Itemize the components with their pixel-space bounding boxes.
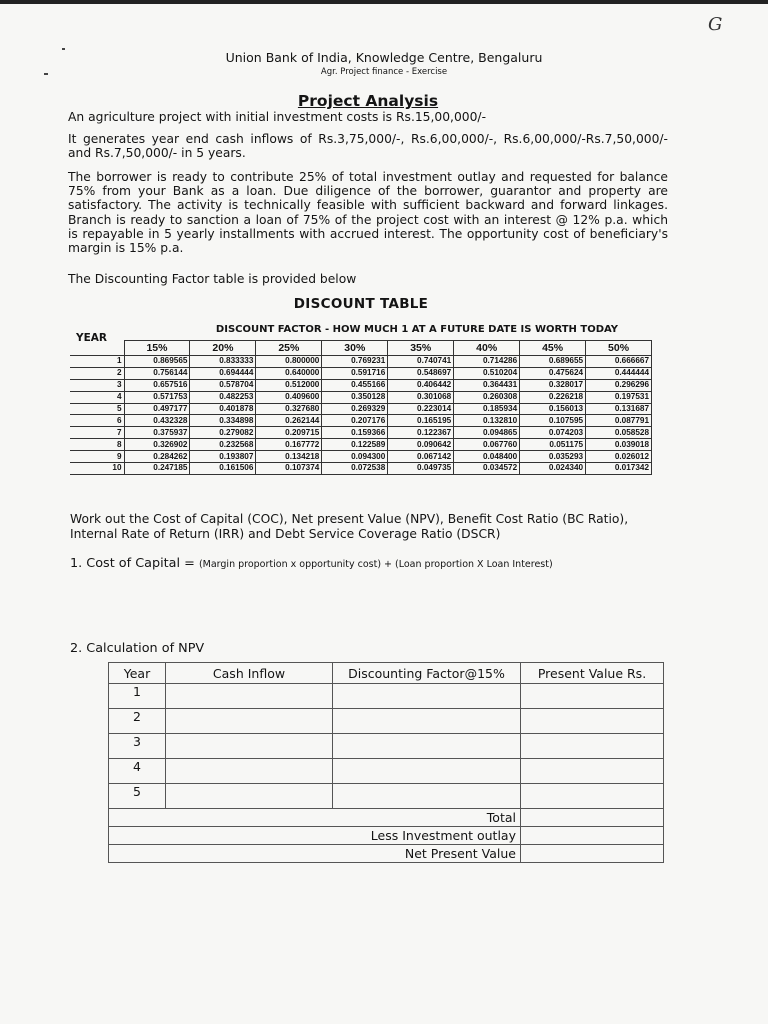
discount-factor-cell: 0.185934 — [454, 403, 520, 415]
discount-factor-cell: 0.475624 — [520, 367, 586, 379]
discount-factor-cell: 0.165195 — [388, 415, 454, 427]
discount-factor-cell: 0.756144 — [124, 367, 190, 379]
npv-cash-inflow-cell[interactable] — [166, 784, 333, 809]
discount-year-cell: 7 — [70, 427, 124, 439]
npv-net-present-value-cell[interactable] — [521, 845, 664, 863]
discount-table-row — [70, 391, 652, 403]
discount-factor-cell: 0.159366 — [322, 427, 388, 439]
discount-factor-cell: 0.207176 — [322, 415, 388, 427]
discount-factor-cell: 0.350128 — [322, 391, 388, 403]
discount-factor-cell: 0.657516 — [124, 379, 190, 391]
npv-header-year: Year — [109, 663, 166, 684]
discount-factor-cell: 0.094865 — [454, 427, 520, 439]
discount-table-subtitle: DISCOUNT FACTOR - HOW MUCH 1 AT A FUTURE DATE IS WORTH TODAY — [215, 324, 619, 335]
top-border — [0, 0, 768, 4]
npv-total-label: Total — [109, 809, 521, 827]
discount-factor-cell: 0.375937 — [124, 427, 190, 439]
discount-table-row — [70, 379, 652, 391]
rate-header: 20% — [190, 341, 256, 356]
discount-factor-cell: 0.226218 — [520, 391, 586, 403]
npv-year-cell: 3 — [109, 734, 166, 759]
discount-factor-cell: 0.087791 — [586, 415, 652, 427]
discount-factor-cell: 0.067142 — [388, 451, 454, 463]
discount-year-cell: 5 — [70, 403, 124, 415]
discount-factor-cell: 0.034572 — [454, 463, 520, 475]
discount-year-cell: 2 — [70, 367, 124, 379]
discount-year-cell: 1 — [70, 356, 124, 368]
paragraph-initial-investment: An agriculture project with initial investment costs is Rs.15,00,000/- — [68, 110, 487, 124]
npv-calculation-table — [108, 662, 664, 863]
npv-less-investment-value-cell[interactable] — [521, 827, 664, 845]
discount-factor-cell: 0.689655 — [520, 356, 586, 368]
discount-factor-cell: 0.578704 — [190, 379, 256, 391]
npv-year-cell: 4 — [109, 759, 166, 784]
discount-factor-cell: 0.455166 — [322, 379, 388, 391]
discount-table-row — [70, 403, 652, 415]
rate-header: 35% — [388, 341, 454, 356]
discount-factor-cell: 0.107595 — [520, 415, 586, 427]
npv-row — [109, 759, 664, 784]
discount-factor-cell: 0.197531 — [586, 391, 652, 403]
npv-net-present-value-row — [109, 845, 664, 863]
discount-factor-cell: 0.694444 — [190, 367, 256, 379]
discount-factor-cell: 0.193807 — [190, 451, 256, 463]
discount-factor-cell: 0.067760 — [454, 439, 520, 451]
discount-factor-cell: 0.740741 — [388, 356, 454, 368]
discount-factor-cell: 0.714286 — [454, 356, 520, 368]
npv-present-value-cell[interactable] — [521, 734, 664, 759]
npv-present-value-cell[interactable] — [521, 784, 664, 809]
rate-header: 40% — [454, 341, 520, 356]
discount-table-row — [70, 427, 652, 439]
npv-total-value-cell[interactable] — [521, 809, 664, 827]
npv-row — [109, 734, 664, 759]
npv-row — [109, 684, 664, 709]
discount-factor-cell: 0.132810 — [454, 415, 520, 427]
institution-header: Union Bank of India, Knowledge Centre, Bengaluru — [225, 50, 543, 65]
discount-table-row — [70, 463, 652, 475]
discount-factor-cell: 0.432328 — [124, 415, 190, 427]
npv-present-value-cell[interactable] — [521, 759, 664, 784]
discount-factor-cell: 0.049735 — [388, 463, 454, 475]
handwritten-corner-mark: G — [708, 14, 723, 35]
discount-factor-cell: 0.156013 — [520, 403, 586, 415]
discount-factor-cell: 0.161506 — [190, 463, 256, 475]
discount-factor-cell: 0.107374 — [256, 463, 322, 475]
discount-factor-cell: 0.497177 — [124, 403, 190, 415]
discount-factor-cell: 0.262144 — [256, 415, 322, 427]
discount-factor-cell: 0.444444 — [586, 367, 652, 379]
discount-factor-cell: 0.482253 — [190, 391, 256, 403]
npv-cash-inflow-cell[interactable] — [166, 734, 333, 759]
rate-header: 15% — [124, 341, 190, 356]
discount-factor-cell: 0.260308 — [454, 391, 520, 403]
cost-of-capital-formula: (Margin proportion x opportunity cost) + (Loan proportion X Loan Interest) — [198, 559, 553, 570]
discount-factor-cell: 0.769231 — [322, 356, 388, 368]
discount-table-title: DISCOUNT TABLE — [293, 296, 429, 312]
discount-factor-cell: 0.640000 — [256, 367, 322, 379]
npv-total-row — [109, 809, 664, 827]
paragraph-discount-intro: The Discounting Factor table is provided below — [68, 272, 357, 286]
npv-cash-inflow-cell[interactable] — [166, 709, 333, 734]
rate-header: 25% — [256, 341, 322, 356]
discount-factor-cell: 0.247185 — [124, 463, 190, 475]
discount-table-year-label: YEAR — [76, 332, 107, 344]
rate-header: 50% — [586, 341, 652, 356]
discount-table-row — [70, 439, 652, 451]
discount-factor-cell: 0.296296 — [586, 379, 652, 391]
rate-header: 45% — [520, 341, 586, 356]
discount-factor-cell: 0.512000 — [256, 379, 322, 391]
discount-factor-cell: 0.401878 — [190, 403, 256, 415]
discount-factor-cell: 0.122589 — [322, 439, 388, 451]
discount-factor-cell: 0.024340 — [520, 463, 586, 475]
discount-factor-cell: 0.122367 — [388, 427, 454, 439]
npv-row — [109, 709, 664, 734]
discount-factor-cell: 0.548697 — [388, 367, 454, 379]
npv-present-value-cell[interactable] — [521, 684, 664, 709]
rate-header: 30% — [322, 341, 388, 356]
discount-year-cell: 6 — [70, 415, 124, 427]
discount-year-cell: 4 — [70, 391, 124, 403]
discount-factor-cell: 0.869565 — [124, 356, 190, 368]
page-title: Project Analysis — [297, 92, 439, 110]
discount-table-header-row — [70, 341, 652, 356]
question-npv: 2. Calculation of NPV — [70, 641, 205, 656]
discount-factor-cell: 0.131687 — [586, 403, 652, 415]
discount-factor-cell: 0.284262 — [124, 451, 190, 463]
discount-factor-cell: 0.232568 — [190, 439, 256, 451]
discount-factor-cell: 0.223014 — [388, 403, 454, 415]
discount-factor-cell: 0.800000 — [256, 356, 322, 368]
npv-present-value-cell[interactable] — [521, 709, 664, 734]
npv-discount-factor-cell[interactable] — [333, 759, 521, 784]
discount-factor-cell: 0.072538 — [322, 463, 388, 475]
discount-factor-cell: 0.094300 — [322, 451, 388, 463]
npv-less-investment-row — [109, 827, 664, 845]
npv-discount-factor-cell[interactable] — [333, 734, 521, 759]
discount-factor-cell: 0.409600 — [256, 391, 322, 403]
discount-table — [70, 340, 652, 475]
npv-year-cell: 5 — [109, 784, 166, 809]
npv-row — [109, 784, 664, 809]
discount-factor-cell: 0.279082 — [190, 427, 256, 439]
npv-discount-factor-cell[interactable] — [333, 684, 521, 709]
discount-table-row — [70, 367, 652, 379]
discount-factor-cell: 0.134218 — [256, 451, 322, 463]
discount-factor-cell: 0.364431 — [454, 379, 520, 391]
discount-year-cell: 3 — [70, 379, 124, 391]
discount-table-row — [70, 451, 652, 463]
discount-table-row — [70, 415, 652, 427]
exercise-subheader: Agr. Project finance - Exercise — [320, 67, 448, 77]
discount-factor-cell: 0.167772 — [256, 439, 322, 451]
npv-discount-factor-cell[interactable] — [333, 784, 521, 809]
npv-header-present-value: Present Value Rs. — [521, 663, 664, 684]
discount-year-cell: 8 — [70, 439, 124, 451]
discount-factor-cell: 0.301068 — [388, 391, 454, 403]
discount-factor-cell: 0.334898 — [190, 415, 256, 427]
npv-net-present-value-label: Net Present Value — [109, 845, 521, 863]
discount-factor-cell: 0.090642 — [388, 439, 454, 451]
discount-table-row — [70, 356, 652, 368]
discount-factor-cell: 0.666667 — [586, 356, 652, 368]
discount-factor-cell: 0.591716 — [322, 367, 388, 379]
discount-factor-cell: 0.048400 — [454, 451, 520, 463]
discount-factor-cell: 0.510204 — [454, 367, 520, 379]
paragraph-cash-inflows: It generates year end cash inflows of Rs.3,75,000/-, Rs.6,00,000/-, Rs.6,00,000/-Rs.7,50,000/- and Rs.7,50,000/- in 5 years. — [68, 132, 668, 161]
discount-year-cell: 10 — [70, 463, 124, 475]
discount-factor-cell: 0.058528 — [586, 427, 652, 439]
npv-header-cash-inflow: Cash Inflow — [166, 663, 333, 684]
npv-header-discount-factor: Discounting Factor@15% — [333, 663, 521, 684]
npv-less-investment-label: Less Investment outlay — [109, 827, 521, 845]
question-cost-of-capital — [70, 556, 553, 571]
discount-factor-cell: 0.406442 — [388, 379, 454, 391]
npv-discount-factor-cell[interactable] — [333, 709, 521, 734]
paragraph-loan-terms: The borrower is ready to contribute 25% of total investment outlay and requested for balance 75% from your Bank as a loan. Due diligence of the borrower, guarantor and property are satisfactory. The activity is technically feasible with sufficient backward and forward linkages. Branch is ready to sanction a loan of 75% of the project cost with an interest @ 12% p.a. which is repayable in 5 yearly installments with accrued interest. The opportunity cost of beneficiary's margin is 15% p.a. — [68, 170, 668, 256]
npv-cash-inflow-cell[interactable] — [166, 759, 333, 784]
discount-factor-cell: 0.074203 — [520, 427, 586, 439]
discount-factor-cell: 0.026012 — [586, 451, 652, 463]
work-out-instructions: Work out the Cost of Capital (COC), Net present Value (NPV), Benefit Cost Ratio (BC Ratio), Internal Rate of Return (IRR) and Debt Service Coverage Ratio (DSCR) — [70, 512, 629, 541]
discount-factor-cell: 0.833333 — [190, 356, 256, 368]
discount-factor-cell: 0.571753 — [124, 391, 190, 403]
npv-year-cell: 2 — [109, 709, 166, 734]
discount-year-cell: 9 — [70, 451, 124, 463]
discount-factor-cell: 0.327680 — [256, 403, 322, 415]
question-cost-of-capital-label: 1. Cost of Capital = — [70, 556, 199, 571]
discount-factor-cell: 0.328017 — [520, 379, 586, 391]
npv-cash-inflow-cell[interactable] — [166, 684, 333, 709]
discount-factor-cell: 0.017342 — [586, 463, 652, 475]
discount-factor-cell: 0.035293 — [520, 451, 586, 463]
discount-factor-cell: 0.326902 — [124, 439, 190, 451]
discount-factor-cell: 0.269329 — [322, 403, 388, 415]
npv-header-row — [109, 663, 664, 684]
npv-year-cell: 1 — [109, 684, 166, 709]
discount-factor-cell: 0.209715 — [256, 427, 322, 439]
discount-factor-cell: 0.051175 — [520, 439, 586, 451]
discount-factor-cell: 0.039018 — [586, 439, 652, 451]
